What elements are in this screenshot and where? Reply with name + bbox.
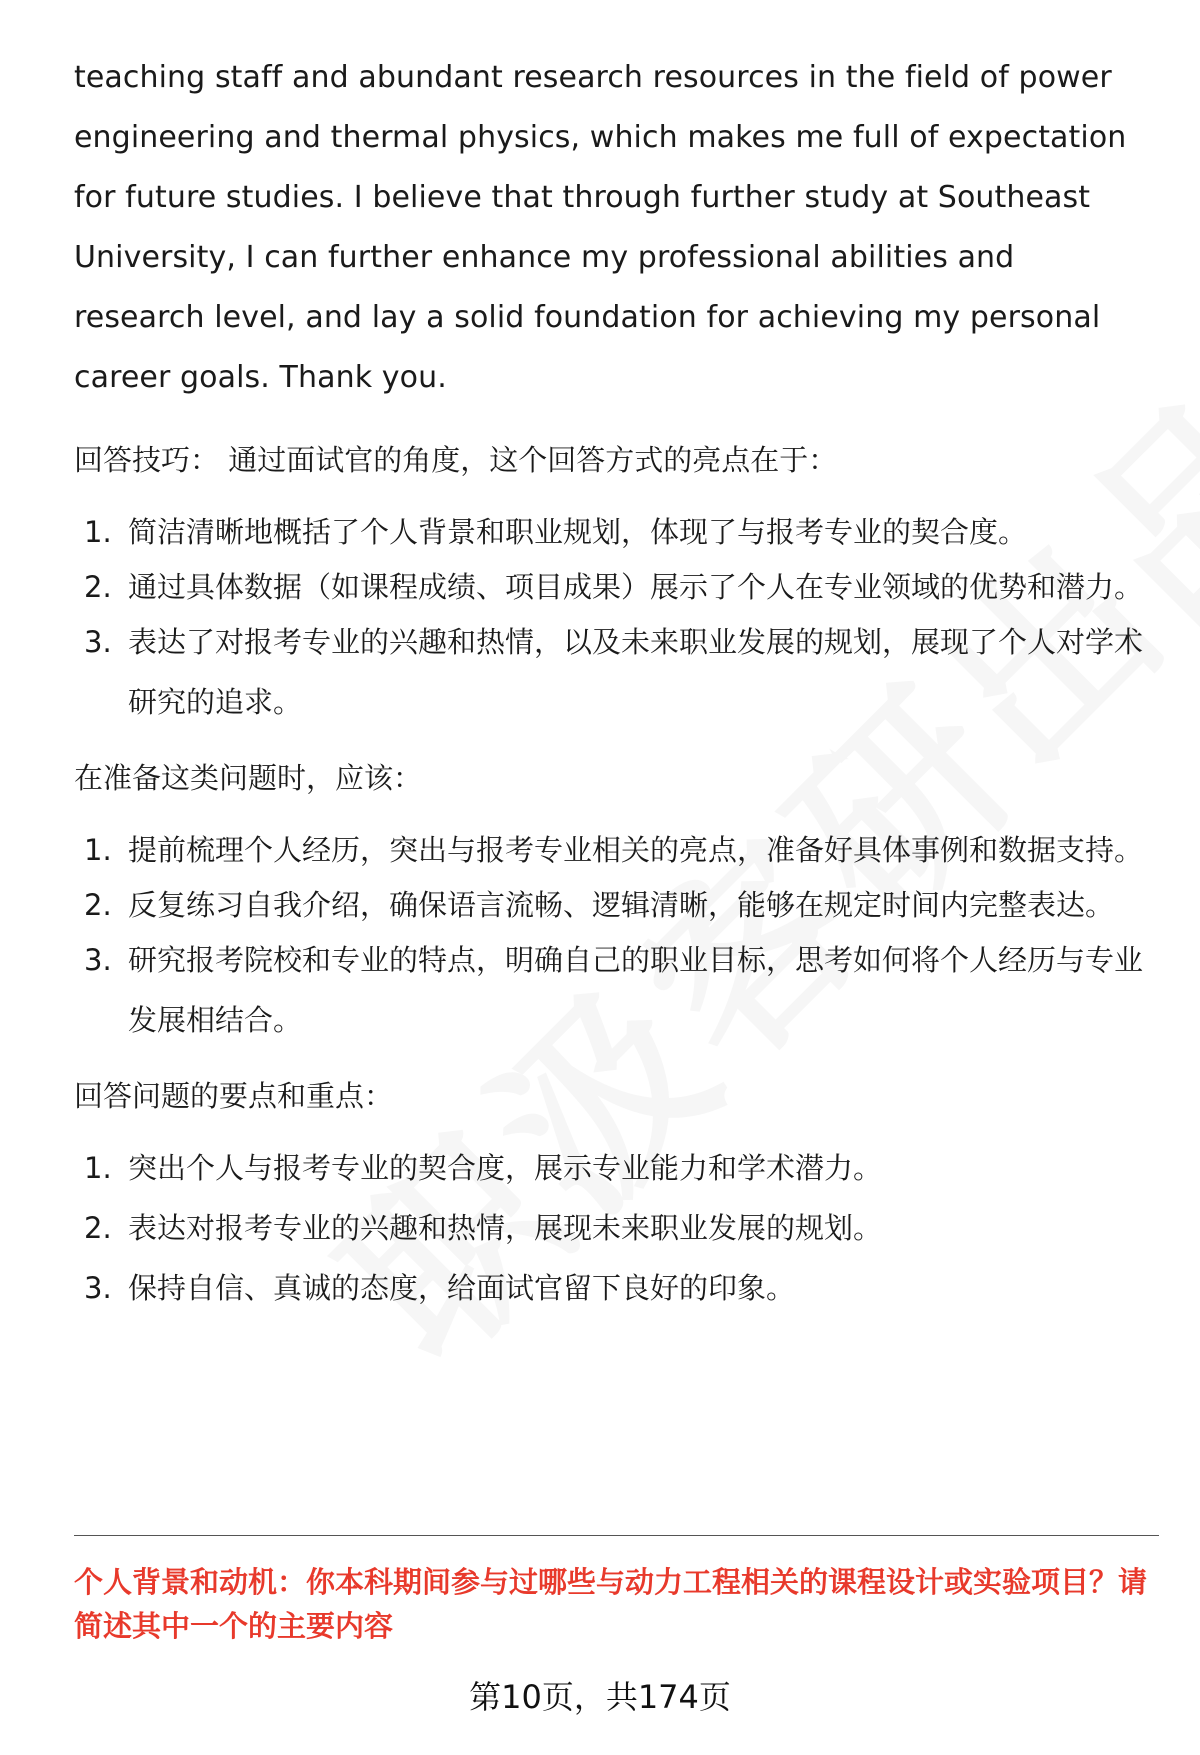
key-points-list [74, 1138, 1154, 1318]
next-question-title: 个人背景和动机：你本科期间参与过哪些与动力工程相关的课程设计或实验项目？请简述其中一个的主要内容 [74, 1565, 1148, 1643]
answer-paragraph: teaching staff and abundant research resources in the field of power engineering and thermal physics, which makes me full of expectation for future studies. I believe that through further study at Southeast University, I can further enhance my professional abilities and research level, and lay a solid foundation for achieving my personal career goals. Thank you. [74, 60, 1127, 395]
list-item: 3. 表达了对报考专业的兴趣和热情，以及未来职业发展的规划，展现了个人对学术研究的追求。 [84, 625, 1144, 719]
list-item: 1. 突出个人与报考专业的契合度，展示专业能力和学术潜力。 [84, 1151, 883, 1185]
key-points-heading: 回答问题的要点和重点： [74, 1079, 394, 1113]
list-item: 1. 提前梳理个人经历，突出与报考专业相关的亮点，准备好具体事例和数据支持。 [84, 833, 1144, 867]
tips-heading: 回答技巧： 通过面试官的角度，这个回答方式的亮点在于： [74, 443, 838, 477]
list-item: 2. 反复练习自我介绍，确保语言流畅、逻辑清晰，能够在规定时间内完整表达。 [84, 888, 1115, 922]
list-item: 3. 保持自信、真诚的态度，给面试官留下良好的印象。 [84, 1271, 796, 1305]
prep-list [74, 820, 1154, 1050]
list-item: 2. 表达对报考专业的兴趣和热情，展现未来职业发展的规划。 [84, 1211, 883, 1245]
page-number: 第10页，共174页 [469, 1678, 731, 1716]
list-item: 2. 通过具体数据（如课程成绩、项目成果）展示了个人在专业领域的优势和潜力。 [84, 570, 1144, 604]
tips-list [74, 502, 1154, 732]
prep-heading: 在准备这类问题时，应该： [74, 761, 423, 795]
document-page [74, 48, 1154, 1318]
list-item: 1. 简洁清晰地概括了个人背景和职业规划，体现了与报考专业的契合度。 [84, 515, 1028, 549]
section-divider [74, 1535, 1159, 1536]
list-item: 3. 研究报考院校和专业的特点，明确自己的职业目标，思考如何将个人经历与专业发展相结合。 [84, 943, 1144, 1037]
